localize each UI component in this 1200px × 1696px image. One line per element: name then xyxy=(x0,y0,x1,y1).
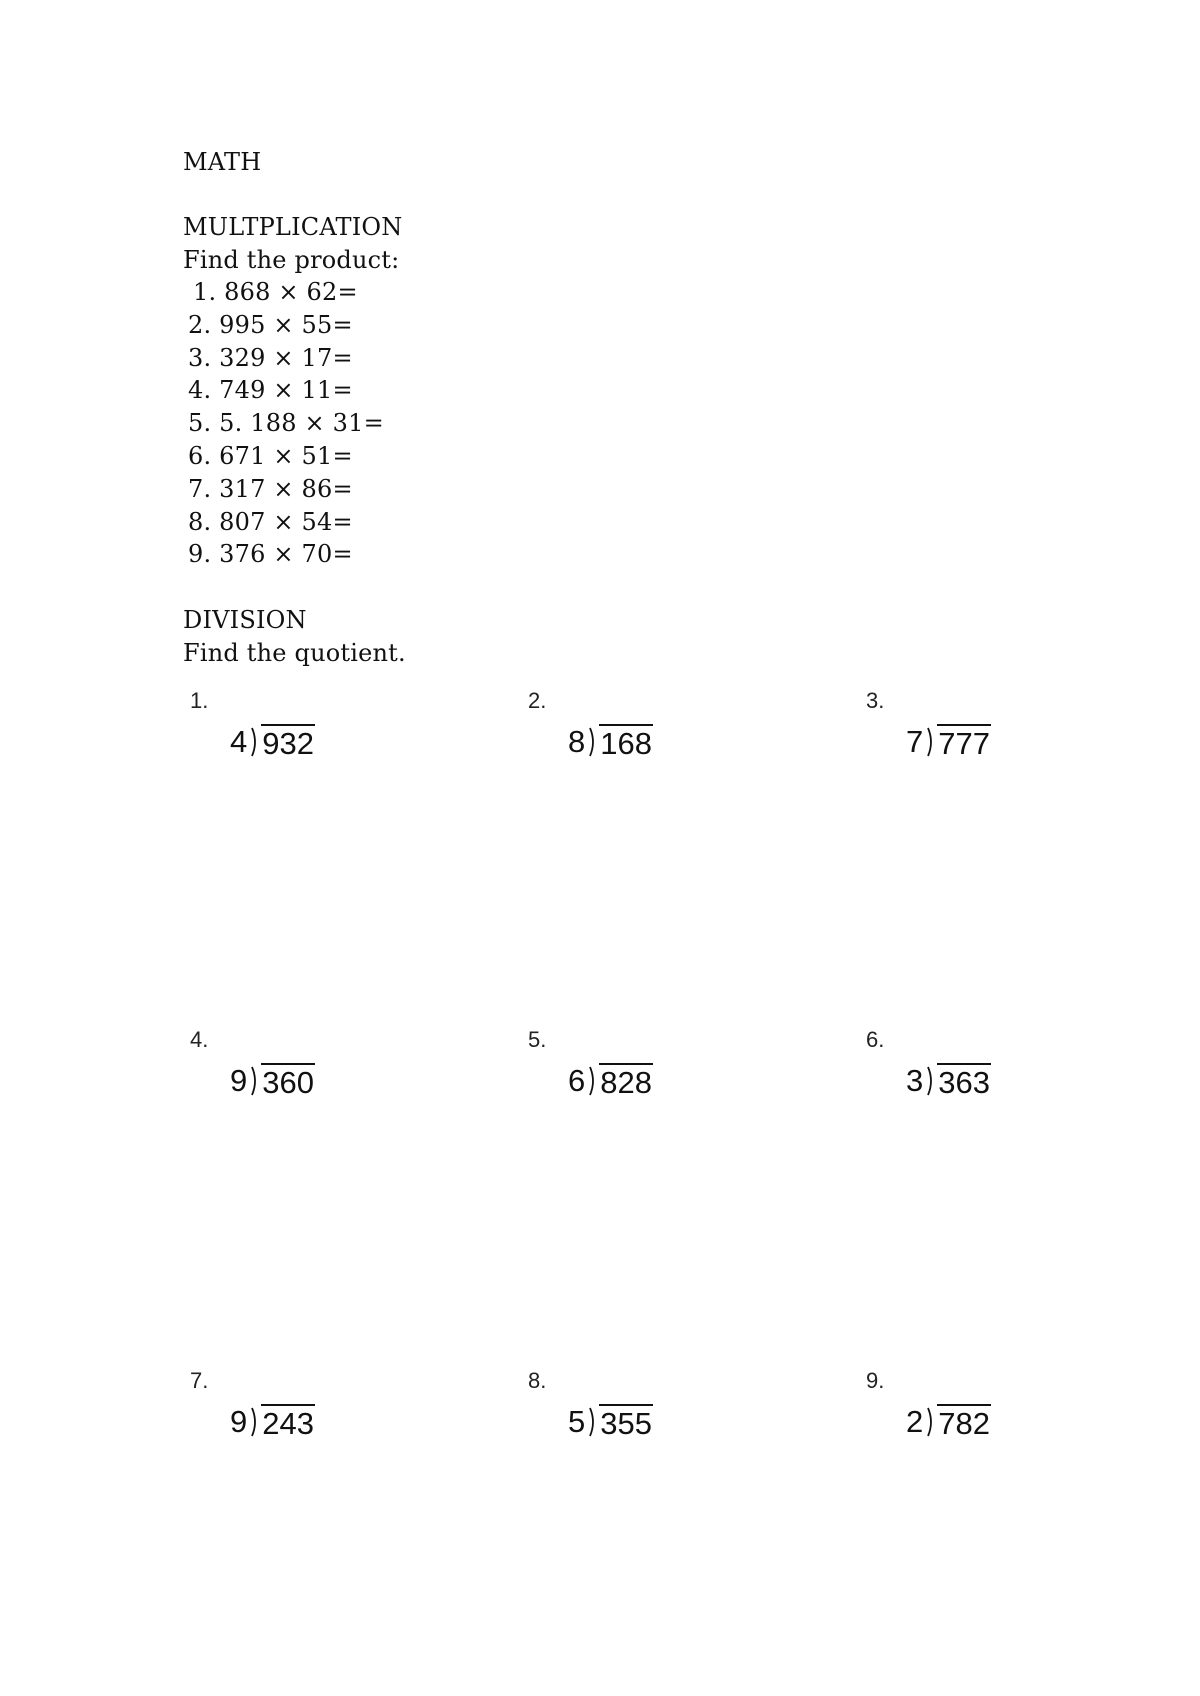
division-problem xyxy=(521,1027,721,1117)
problem-number: 3. xyxy=(866,688,885,713)
dividend: 355 xyxy=(600,1406,652,1441)
division-problem xyxy=(183,1027,383,1117)
long-division xyxy=(230,1061,315,1101)
division-bracket-icon xyxy=(927,1407,935,1437)
division-heading: DIVISION xyxy=(183,606,307,634)
multiplication-problem: 1. 868 × 62= xyxy=(193,278,358,306)
divisor: 2 xyxy=(906,1404,924,1439)
division-bracket-icon xyxy=(927,1066,935,1096)
dividend: 168 xyxy=(600,726,652,761)
division-bracket-icon xyxy=(589,1066,597,1096)
division-bracket-icon xyxy=(251,727,259,757)
long-division xyxy=(230,1402,315,1442)
dividend: 363 xyxy=(938,1065,990,1100)
dividend: 828 xyxy=(600,1065,652,1100)
dividend: 243 xyxy=(262,1406,314,1441)
multiplication-instruction: Find the product: xyxy=(183,246,400,274)
division-problem xyxy=(183,1368,383,1458)
dividend: 360 xyxy=(262,1065,314,1100)
long-division xyxy=(568,1402,653,1442)
divisor: 9 xyxy=(230,1404,248,1439)
divisor: 5 xyxy=(568,1404,586,1439)
division-problem xyxy=(859,1368,1059,1458)
problem-number: 2. xyxy=(528,688,547,713)
multiplication-problem: 3. 329 × 17= xyxy=(188,343,353,372)
division-problem xyxy=(859,688,1059,778)
dividend: 932 xyxy=(262,726,314,761)
multiplication-problem: 6. 671 × 51= xyxy=(188,441,353,470)
divisor: 4 xyxy=(230,724,248,759)
long-division xyxy=(906,1061,991,1101)
division-instruction: Find the quotient. xyxy=(183,639,406,667)
division-problem xyxy=(521,688,721,778)
division-problem xyxy=(521,1368,721,1458)
page-title: MATH xyxy=(183,148,262,176)
multiplication-problem-list xyxy=(183,276,384,571)
multiplication-heading: MULTPLICATION xyxy=(183,213,403,241)
divisor: 9 xyxy=(230,1063,248,1098)
dividend: 777 xyxy=(938,726,990,761)
divisor: 7 xyxy=(906,724,924,759)
division-bracket-icon xyxy=(927,727,935,757)
divisor: 8 xyxy=(568,724,586,759)
problem-number: 4. xyxy=(190,1027,209,1052)
division-problem xyxy=(183,688,383,778)
long-division xyxy=(230,722,315,762)
long-division xyxy=(906,722,991,762)
problem-number: 1. xyxy=(190,688,209,713)
long-division xyxy=(568,1061,653,1101)
problem-number: 5. xyxy=(528,1027,547,1052)
multiplication-problem: 7. 317 × 86= xyxy=(188,474,353,503)
problem-number: 8. xyxy=(528,1368,547,1393)
division-bracket-icon xyxy=(251,1407,259,1437)
multiplication-problem: 9. 376 × 70= xyxy=(188,540,353,569)
multiplication-problem: 5. 5. 188 × 31= xyxy=(188,409,384,438)
problem-number: 9. xyxy=(866,1368,885,1393)
long-division xyxy=(568,722,653,762)
dividend: 782 xyxy=(938,1406,990,1441)
problem-number: 6. xyxy=(866,1027,885,1052)
divisor: 3 xyxy=(906,1063,924,1098)
multiplication-problem: 2. 995 × 55= xyxy=(188,310,353,339)
multiplication-problem: 8. 807 × 54= xyxy=(188,507,353,536)
division-bracket-icon xyxy=(589,727,597,757)
multiplication-problem: 4. 749 × 11= xyxy=(188,376,353,405)
division-problem xyxy=(859,1027,1059,1117)
divisor: 6 xyxy=(568,1063,586,1098)
long-division xyxy=(906,1402,991,1442)
division-bracket-icon xyxy=(589,1407,597,1437)
problem-number: 7. xyxy=(190,1368,209,1393)
division-bracket-icon xyxy=(251,1066,259,1096)
